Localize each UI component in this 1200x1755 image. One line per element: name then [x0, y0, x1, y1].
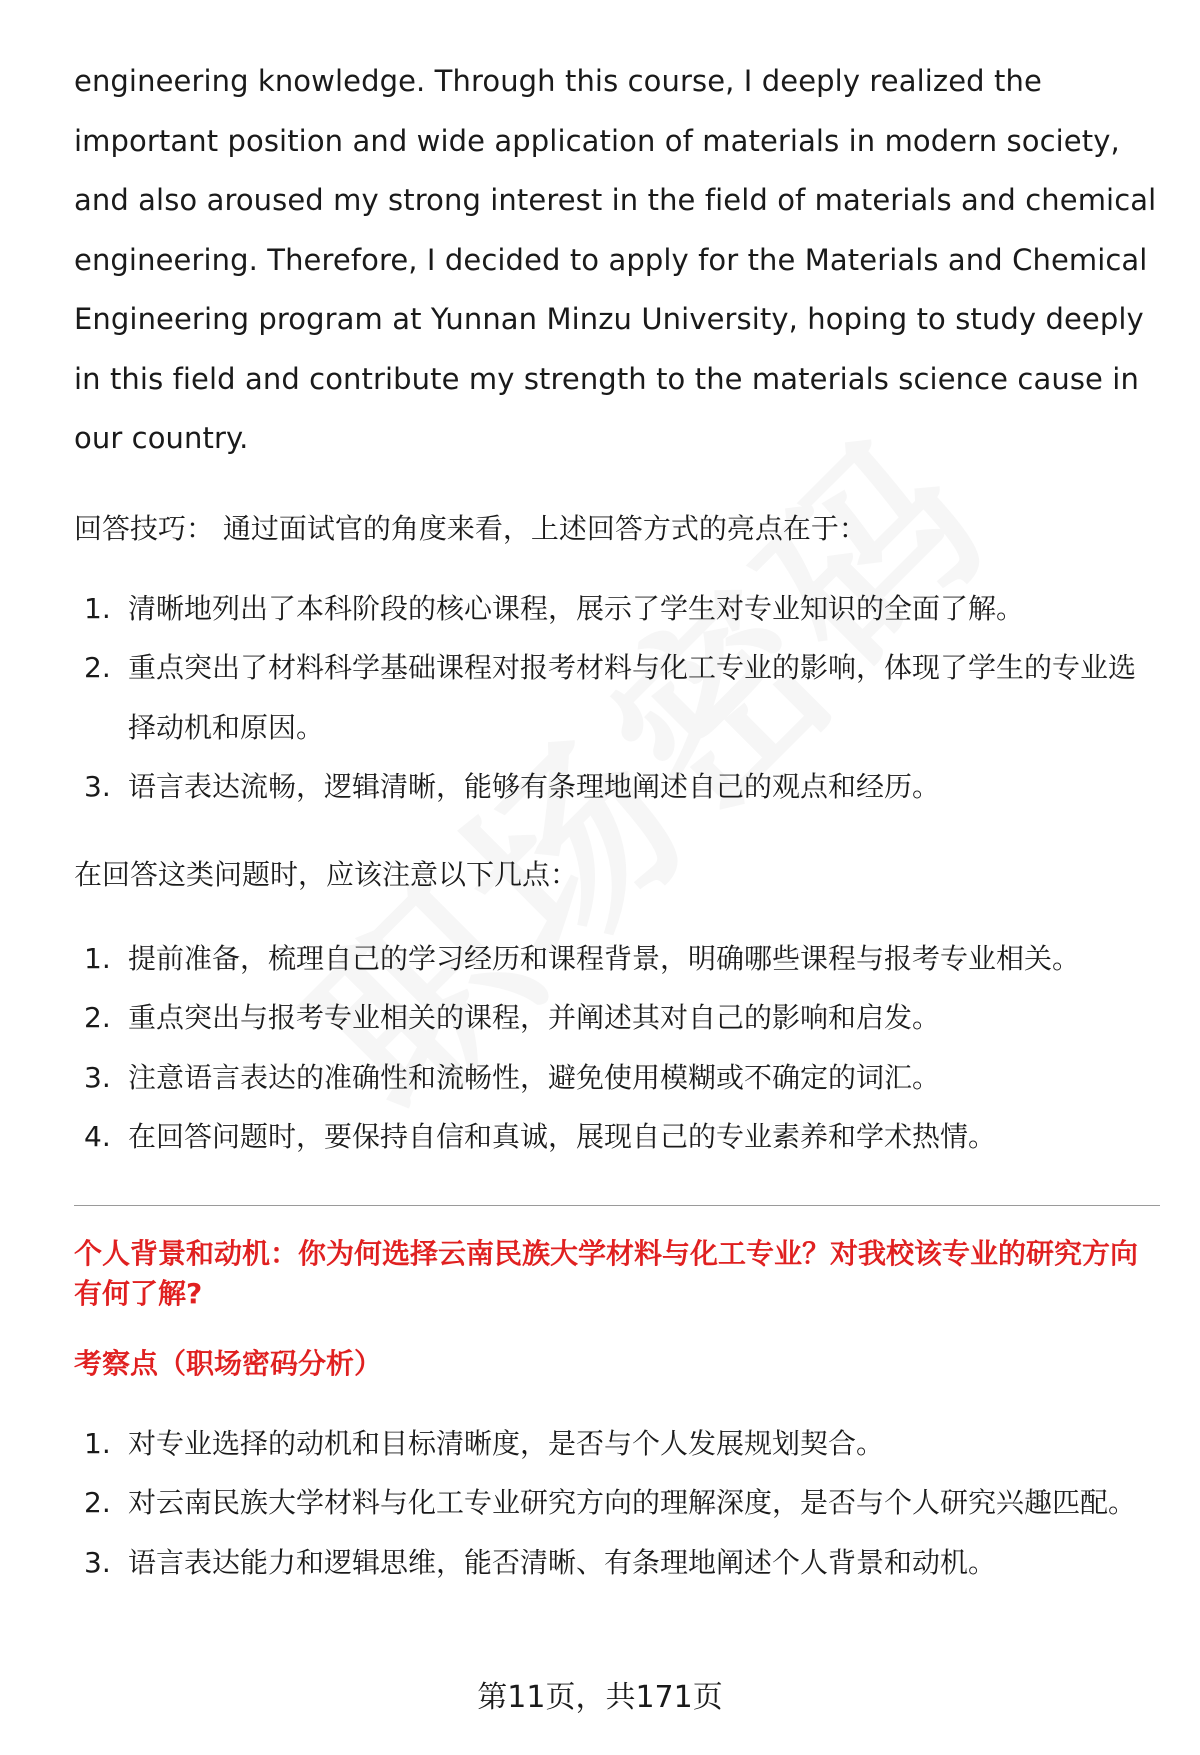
- list-number: 1.: [84, 941, 111, 975]
- list-item: [74, 1533, 1160, 1593]
- highlights-list: [74, 579, 1160, 817]
- list-item-text: 重点突出了材料科学基础课程对报考材料与化工专业的影响，体现了学生的专业选择动机和原因。: [128, 651, 1137, 744]
- list-number: 2.: [84, 651, 111, 684]
- list-item: [74, 757, 1160, 817]
- list-item-text: 语言表达流畅，逻辑清晰，能够有条理地阐述自己的观点和经历。: [128, 770, 941, 803]
- list-item-text: 对云南民族大学材料与化工专业研究方向的理解深度，是否与个人研究兴趣匹配。: [128, 1486, 1137, 1519]
- list-number: 2.: [84, 1486, 111, 1519]
- tips-heading: 回答技巧： 通过面试官的角度来看，上述回答方式的亮点在于：: [74, 511, 867, 545]
- assessment-title: 考察点（职场密码分析）: [74, 1346, 383, 1380]
- list-item-text: 语言表达能力和逻辑思维，能否清晰、有条理地阐述个人背景和动机。: [128, 1545, 997, 1579]
- list-number: 3.: [84, 1545, 111, 1579]
- notice-heading: 在回答这类问题时，应该注意以下几点：: [74, 857, 579, 891]
- list-item-text: 在回答问题时，要保持自信和真诚，展现自己的专业素养和学术热情。: [128, 1120, 997, 1153]
- assessment-list: [74, 1414, 1160, 1593]
- list-item: [74, 988, 1160, 1048]
- list-item: [74, 929, 1160, 989]
- list-item-text: 注意语言表达的准确性和流畅性，避免使用模糊或不确定的词汇。: [128, 1060, 941, 1094]
- list-item-text: 提前准备，梳理自己的学习经历和课程背景，明确哪些课程与报考专业相关。: [128, 941, 1081, 975]
- list-item: [74, 1414, 1160, 1474]
- list-item: [74, 638, 1160, 757]
- list-item: [74, 1107, 1160, 1167]
- section-title: 个人背景和动机：你为何选择云南民族大学材料与化工专业？对我校该专业的研究方向有何了解?: [74, 1236, 1139, 1310]
- list-item-text: 重点突出与报考专业相关的课程，并阐述其对自己的影响和启发。: [128, 1001, 941, 1034]
- list-item-text: 清晰地列出了本科阶段的核心课程，展示了学生对专业知识的全面了解。: [128, 591, 1025, 625]
- list-number: 3.: [84, 1060, 111, 1094]
- section-divider: [74, 1205, 1160, 1206]
- list-number: 1.: [84, 591, 111, 625]
- list-number: 1.: [84, 1426, 111, 1460]
- page-footer: 第11页，共171页: [477, 1680, 723, 1715]
- list-item: [74, 1048, 1160, 1108]
- list-item: [74, 579, 1160, 639]
- list-item: [74, 1473, 1160, 1533]
- list-number: 3.: [84, 770, 111, 803]
- intro-paragraph: engineering knowledge. Through this course, I deeply realized the important position and wide application of materials in modern society, and also aroused my strong interest in the field of materials and chemical engineering. Therefore, I decided to apply for the Materials and Chemical Engineering program at Yunnan Minzu University, hoping to study deeply in this field and contribute my strength to the materials science cause in our country.: [74, 64, 1157, 455]
- notice-list: [74, 929, 1160, 1167]
- list-number: 2.: [84, 1001, 111, 1034]
- list-number: 4.: [84, 1120, 111, 1153]
- document-page: [74, 52, 1160, 1592]
- list-item-text: 对专业选择的动机和目标清晰度，是否与个人发展规划契合。: [128, 1426, 885, 1460]
